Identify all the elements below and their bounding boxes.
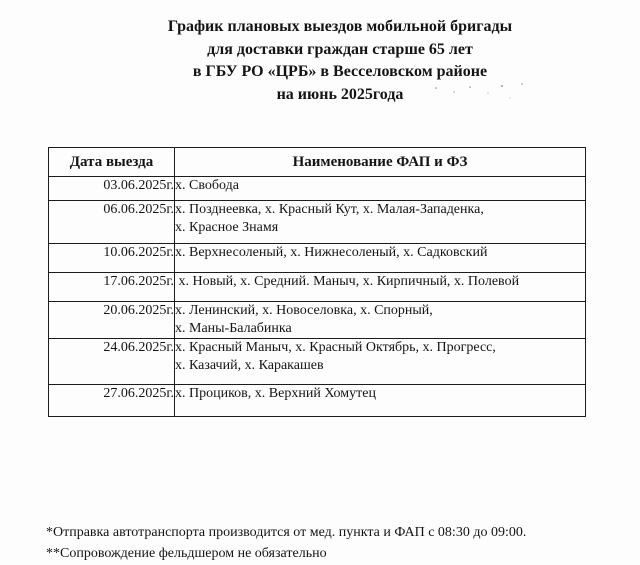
settlements-line: х. Проциков, х. Верхний Хомутец (175, 386, 376, 401)
table-row (49, 339, 586, 385)
footnote-escort: **Сопровождение фельдшером не обязательно (46, 546, 327, 561)
title-line-3: в ГБУ РО «ЦРБ» в Весселовском районе (192, 63, 488, 80)
settlements-line: х. Свобода (175, 178, 239, 193)
trip-date: 10.06.2025г. (49, 244, 175, 273)
table-row (49, 177, 586, 201)
settlements-line: х. Позднеевка, х. Красный Кут, х. Малая-Западенка, (175, 202, 484, 217)
trip-date: 20.06.2025г. (49, 302, 175, 339)
title-line-4: на июнь 2025года (276, 85, 404, 103)
title-line-2: для доставки граждан старше 65 лет (207, 40, 473, 58)
scan-noise-specks (430, 78, 540, 108)
schedule-table (48, 147, 586, 417)
footnotes (46, 522, 526, 564)
table-row (49, 273, 586, 302)
settlements (175, 273, 586, 302)
settlements-line: х. Красное Знамя (175, 220, 279, 235)
settlements-line: х. Ленинский, х. Новоселовка, х. Спорный, (175, 303, 433, 318)
table-row (49, 302, 586, 339)
trip-date: 27.06.2025г. (49, 385, 175, 417)
settlements (175, 177, 586, 201)
header-date: Дата выезда (49, 148, 175, 177)
title-line-1: График плановых выездов мобильной бригады (167, 18, 513, 35)
settlements (175, 339, 586, 385)
table-header-row (49, 148, 586, 177)
settlements (175, 244, 586, 273)
trip-date: 06.06.2025г. (49, 201, 175, 244)
footnote-transport: *Отправка автотранспорта производится от мед. пункта и ФАП с 08:30 до 09:00. (46, 525, 527, 540)
settlements (175, 302, 586, 339)
settlements-line: х. Новый, х. Средний. Маныч, х. Кирпичный, х. Полевой (175, 274, 520, 289)
header-names: Наименование ФАП и ФЗ (175, 148, 586, 177)
table-row (49, 201, 586, 244)
settlements-line: х. Казачий, х. Каракашев (175, 358, 324, 373)
table-row (49, 244, 586, 273)
settlements (175, 201, 586, 244)
trip-date: 03.06.2025г. (49, 177, 175, 201)
settlements-line: х. Красный Маныч, х. Красный Октябрь, х. Прогресс, (175, 340, 496, 355)
trip-date: 24.06.2025г. (49, 339, 175, 385)
settlements-line: х. Маны-Балабинка (175, 321, 292, 336)
settlements-line: х. Верхнесоленый, х. Нижнесоленый, х. Садковский (175, 245, 488, 260)
table-row (49, 385, 586, 417)
trip-date: 17.06.2025г. (49, 273, 175, 302)
settlements (175, 385, 586, 417)
